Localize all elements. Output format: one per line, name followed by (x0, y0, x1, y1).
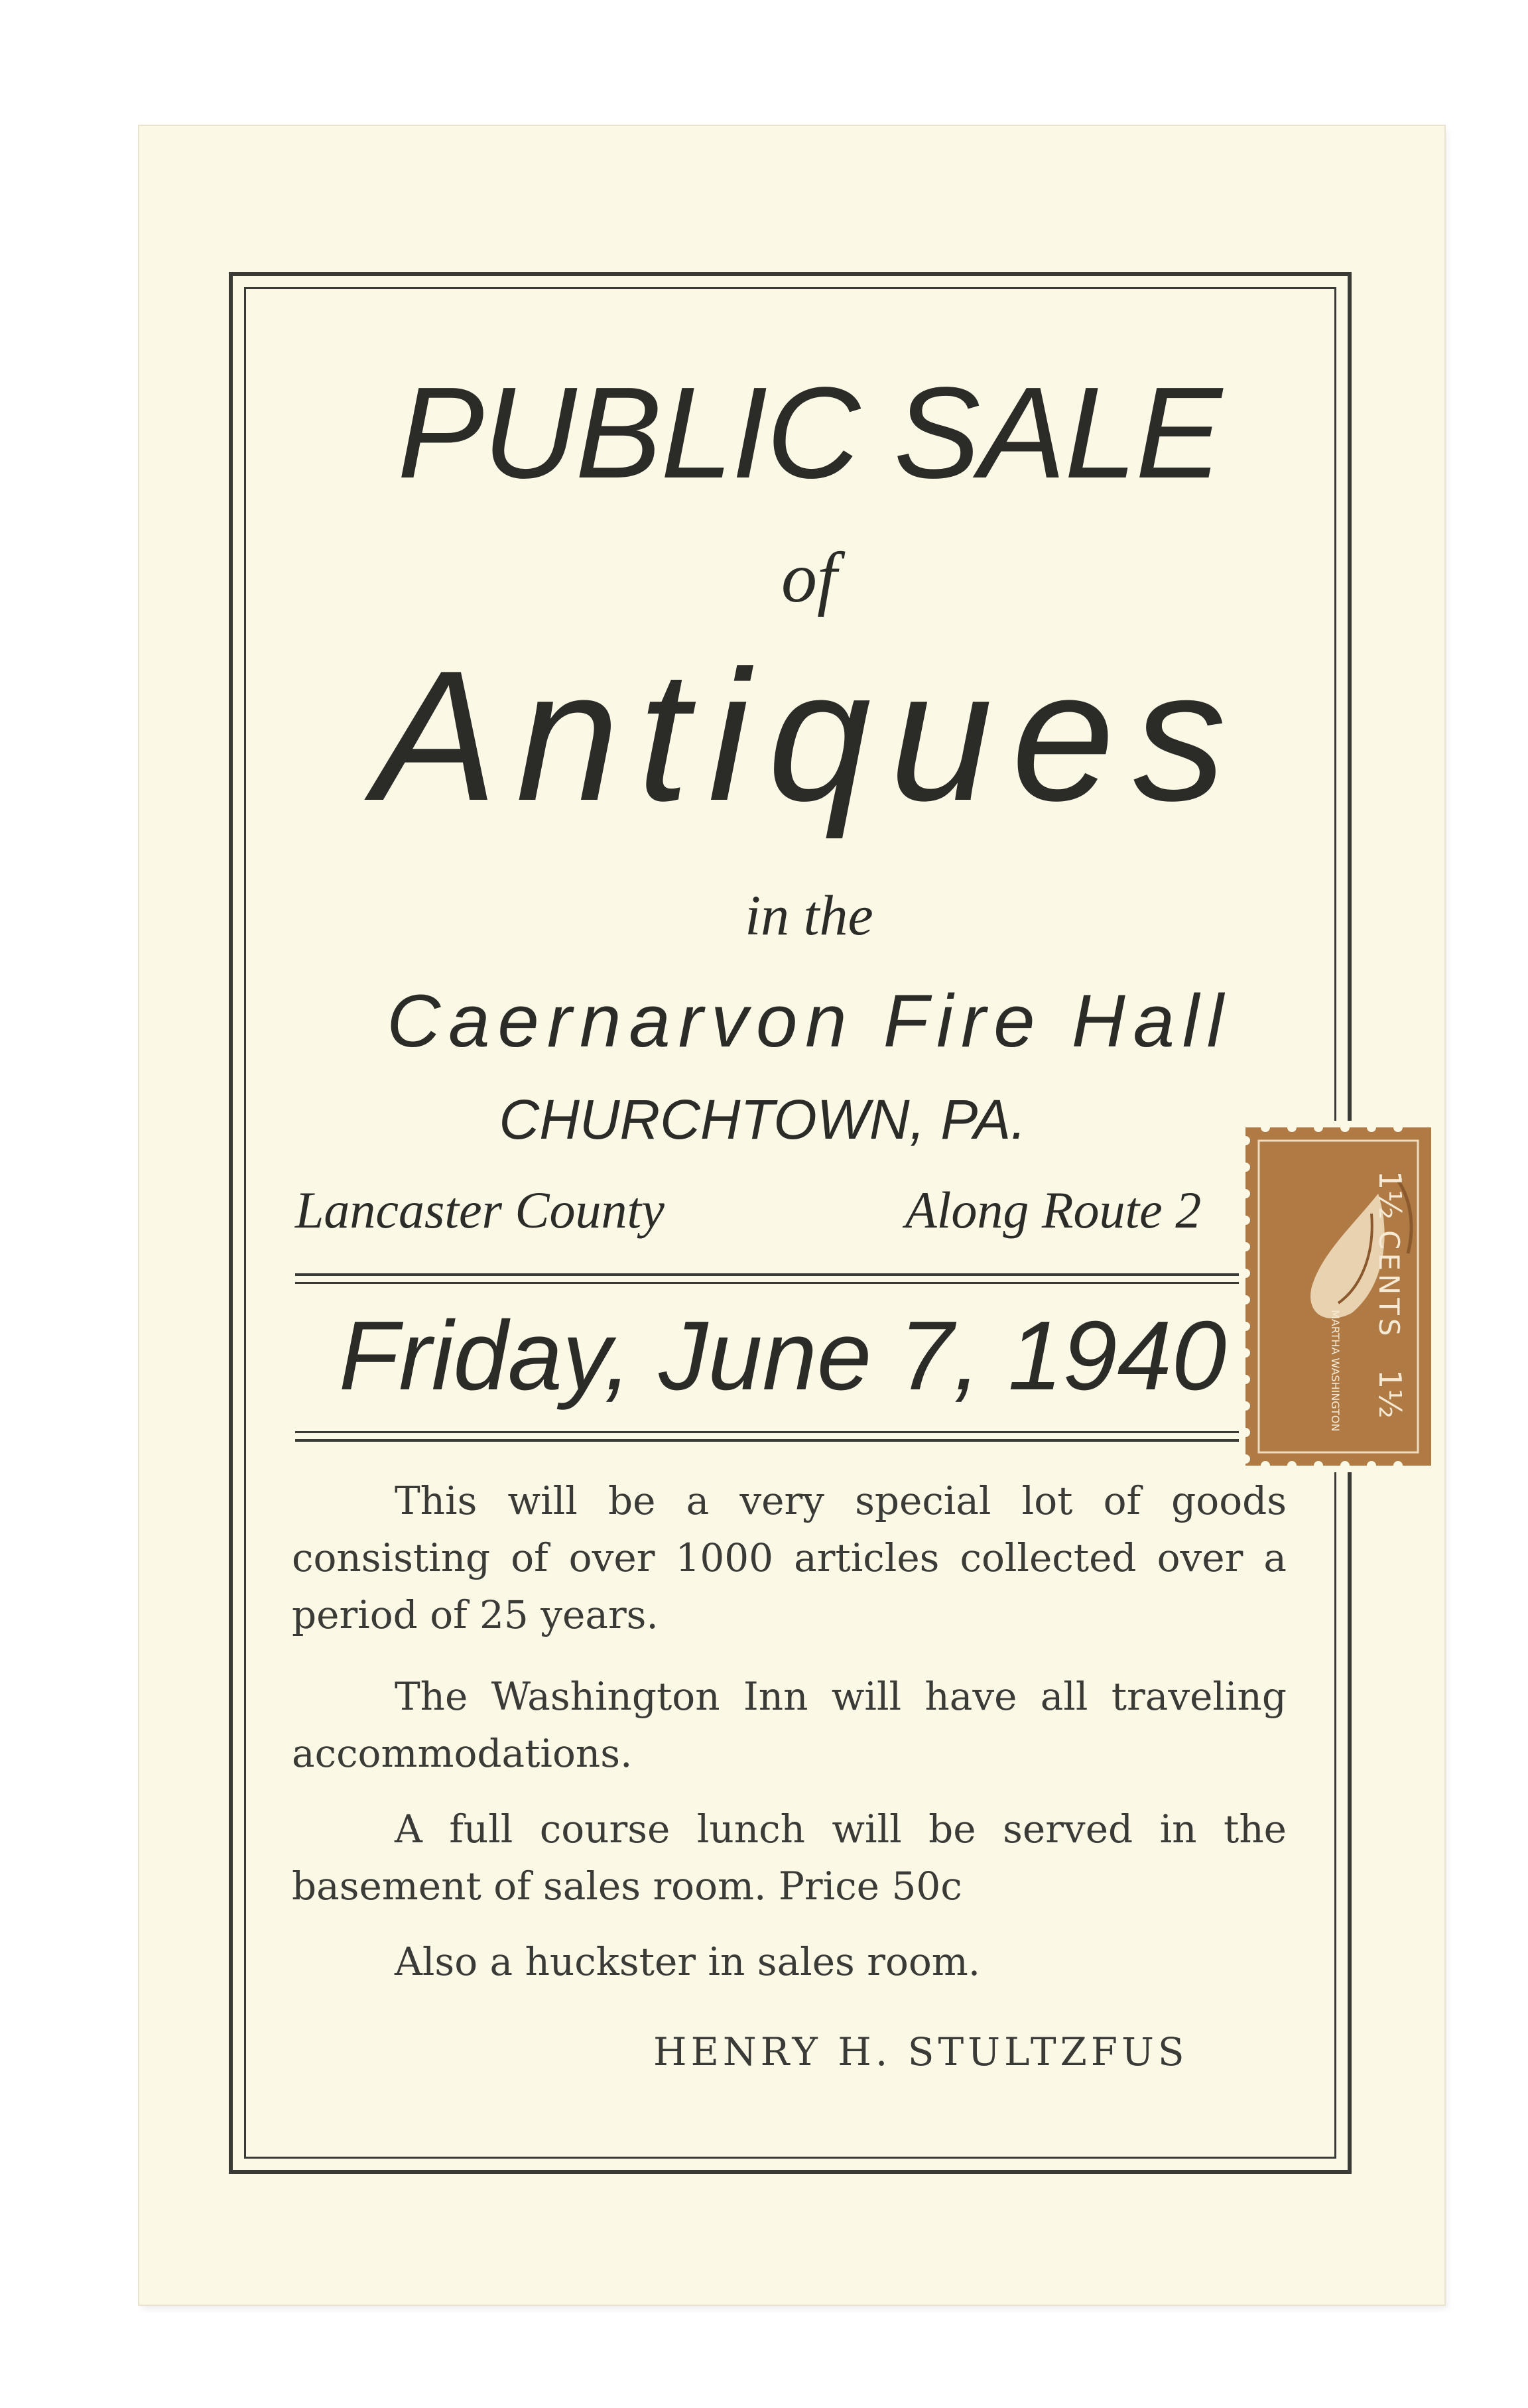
sale-in-the: in the (745, 883, 873, 947)
paragraph-goods: This will be a very special lot of goods consisting of over 1000 articles collected over a period of 25 years. (292, 1478, 1287, 1637)
date-rule-top-1 (295, 1273, 1270, 1276)
date-rule-bottom-1 (295, 1431, 1270, 1433)
stamp-name: MARTHA WASHINGTON (1329, 1310, 1342, 1432)
sale-date: Friday, June 7, 1940 (338, 1301, 1227, 1411)
sale-title: PUBLIC SALE (397, 360, 1221, 505)
venue-route: Along Route 2 (905, 1181, 1202, 1239)
paragraph-huckster: Also a huckster in sales room. (395, 1939, 981, 1984)
stamp-denomination-top: 1½ (1372, 1171, 1408, 1220)
paragraph-inn: The Washington Inn will have all traveling accommodations. (292, 1674, 1287, 1776)
stamp-cents: CENTS (1373, 1230, 1405, 1340)
venue-county: Lancaster County (295, 1181, 665, 1239)
sale-of: of (781, 539, 837, 617)
date-rule-top-2 (295, 1282, 1270, 1284)
date-rule-bottom-2 (295, 1439, 1270, 1442)
seller-signature: HENRY H. STULTZFUS (653, 2029, 1188, 2074)
sale-subject: Antiques (373, 633, 1245, 840)
postage-stamp (1239, 1121, 1438, 1472)
venue-town: CHURCHTOWN, PA. (499, 1088, 1027, 1151)
venue-name: Caernarvon Fire Hall (387, 980, 1232, 1062)
stamp-denomination-bottom: 1½ (1372, 1369, 1408, 1419)
paragraph-lunch: A full course lunch will be served in the basement of sales room. Price 50c (292, 1806, 1287, 1909)
